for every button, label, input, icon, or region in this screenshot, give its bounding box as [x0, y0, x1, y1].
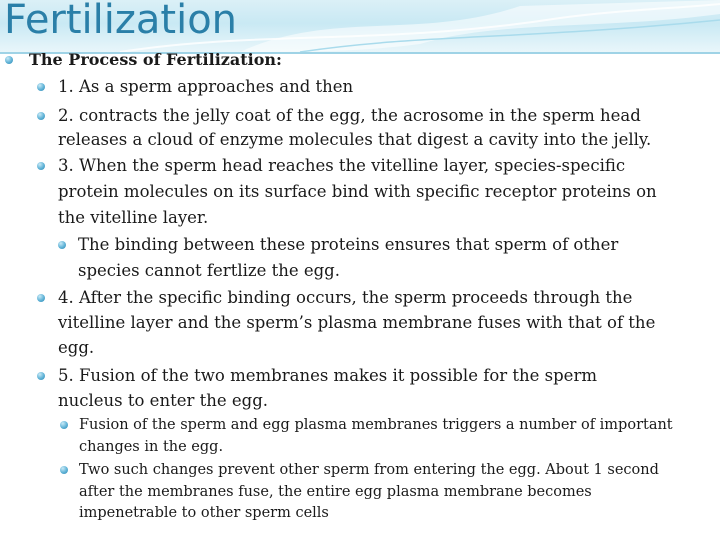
step-line: the vitelline layer. — [58, 208, 209, 227]
detail-line: changes in the egg. — [79, 439, 224, 455]
bullet-icon — [37, 83, 45, 91]
step-line: 5. Fusion of the two membranes makes it possible for the sperm — [58, 366, 597, 385]
bullet-icon — [37, 294, 45, 302]
slide-title: Fertilization — [4, 0, 238, 43]
sub-point-line: species cannot fertlize the egg. — [78, 261, 340, 280]
bullet-icon — [58, 241, 66, 249]
detail-line: after the membranes fuse, the entire egg plasma membrane becomes — [79, 484, 592, 500]
step-line: nucleus to enter the egg. — [58, 391, 269, 410]
step-line: 1. As a sperm approaches and then — [58, 77, 354, 96]
bullet-icon — [37, 372, 45, 380]
step-line: 4. After the specific binding occurs, the sperm proceeds through the — [58, 288, 633, 307]
sub-point-line: The binding between these proteins ensures that sperm of other — [78, 235, 619, 254]
bullet-icon — [5, 56, 13, 64]
detail-line: Two such changes prevent other sperm from entering the egg. About 1 second — [79, 462, 659, 478]
bullet-icon — [37, 162, 45, 170]
detail-line: Fusion of the sperm and egg plasma membranes triggers a number of important — [79, 417, 673, 433]
bullet-icon — [60, 421, 68, 429]
bullet-icon — [37, 112, 45, 120]
step-line: releases a cloud of enzyme molecules that digest a cavity into the jelly. — [58, 130, 652, 149]
step-line: 2. contracts the jelly coat of the egg, the acrosome in the sperm head — [58, 106, 641, 125]
step-line: protein molecules on its surface bind with specific receptor proteins on — [58, 182, 657, 201]
step-line: egg. — [58, 338, 95, 357]
step-line: vitelline layer and the sperm’s plasma membrane fuses with that of the — [58, 313, 656, 332]
detail-line: impenetrable to other sperm cells — [79, 505, 329, 521]
step-line: 3. When the sperm head reaches the vitelline layer, species-specific — [58, 156, 626, 175]
bullet-icon — [60, 466, 68, 474]
section-heading: The Process of Fertilization: — [29, 50, 282, 69]
